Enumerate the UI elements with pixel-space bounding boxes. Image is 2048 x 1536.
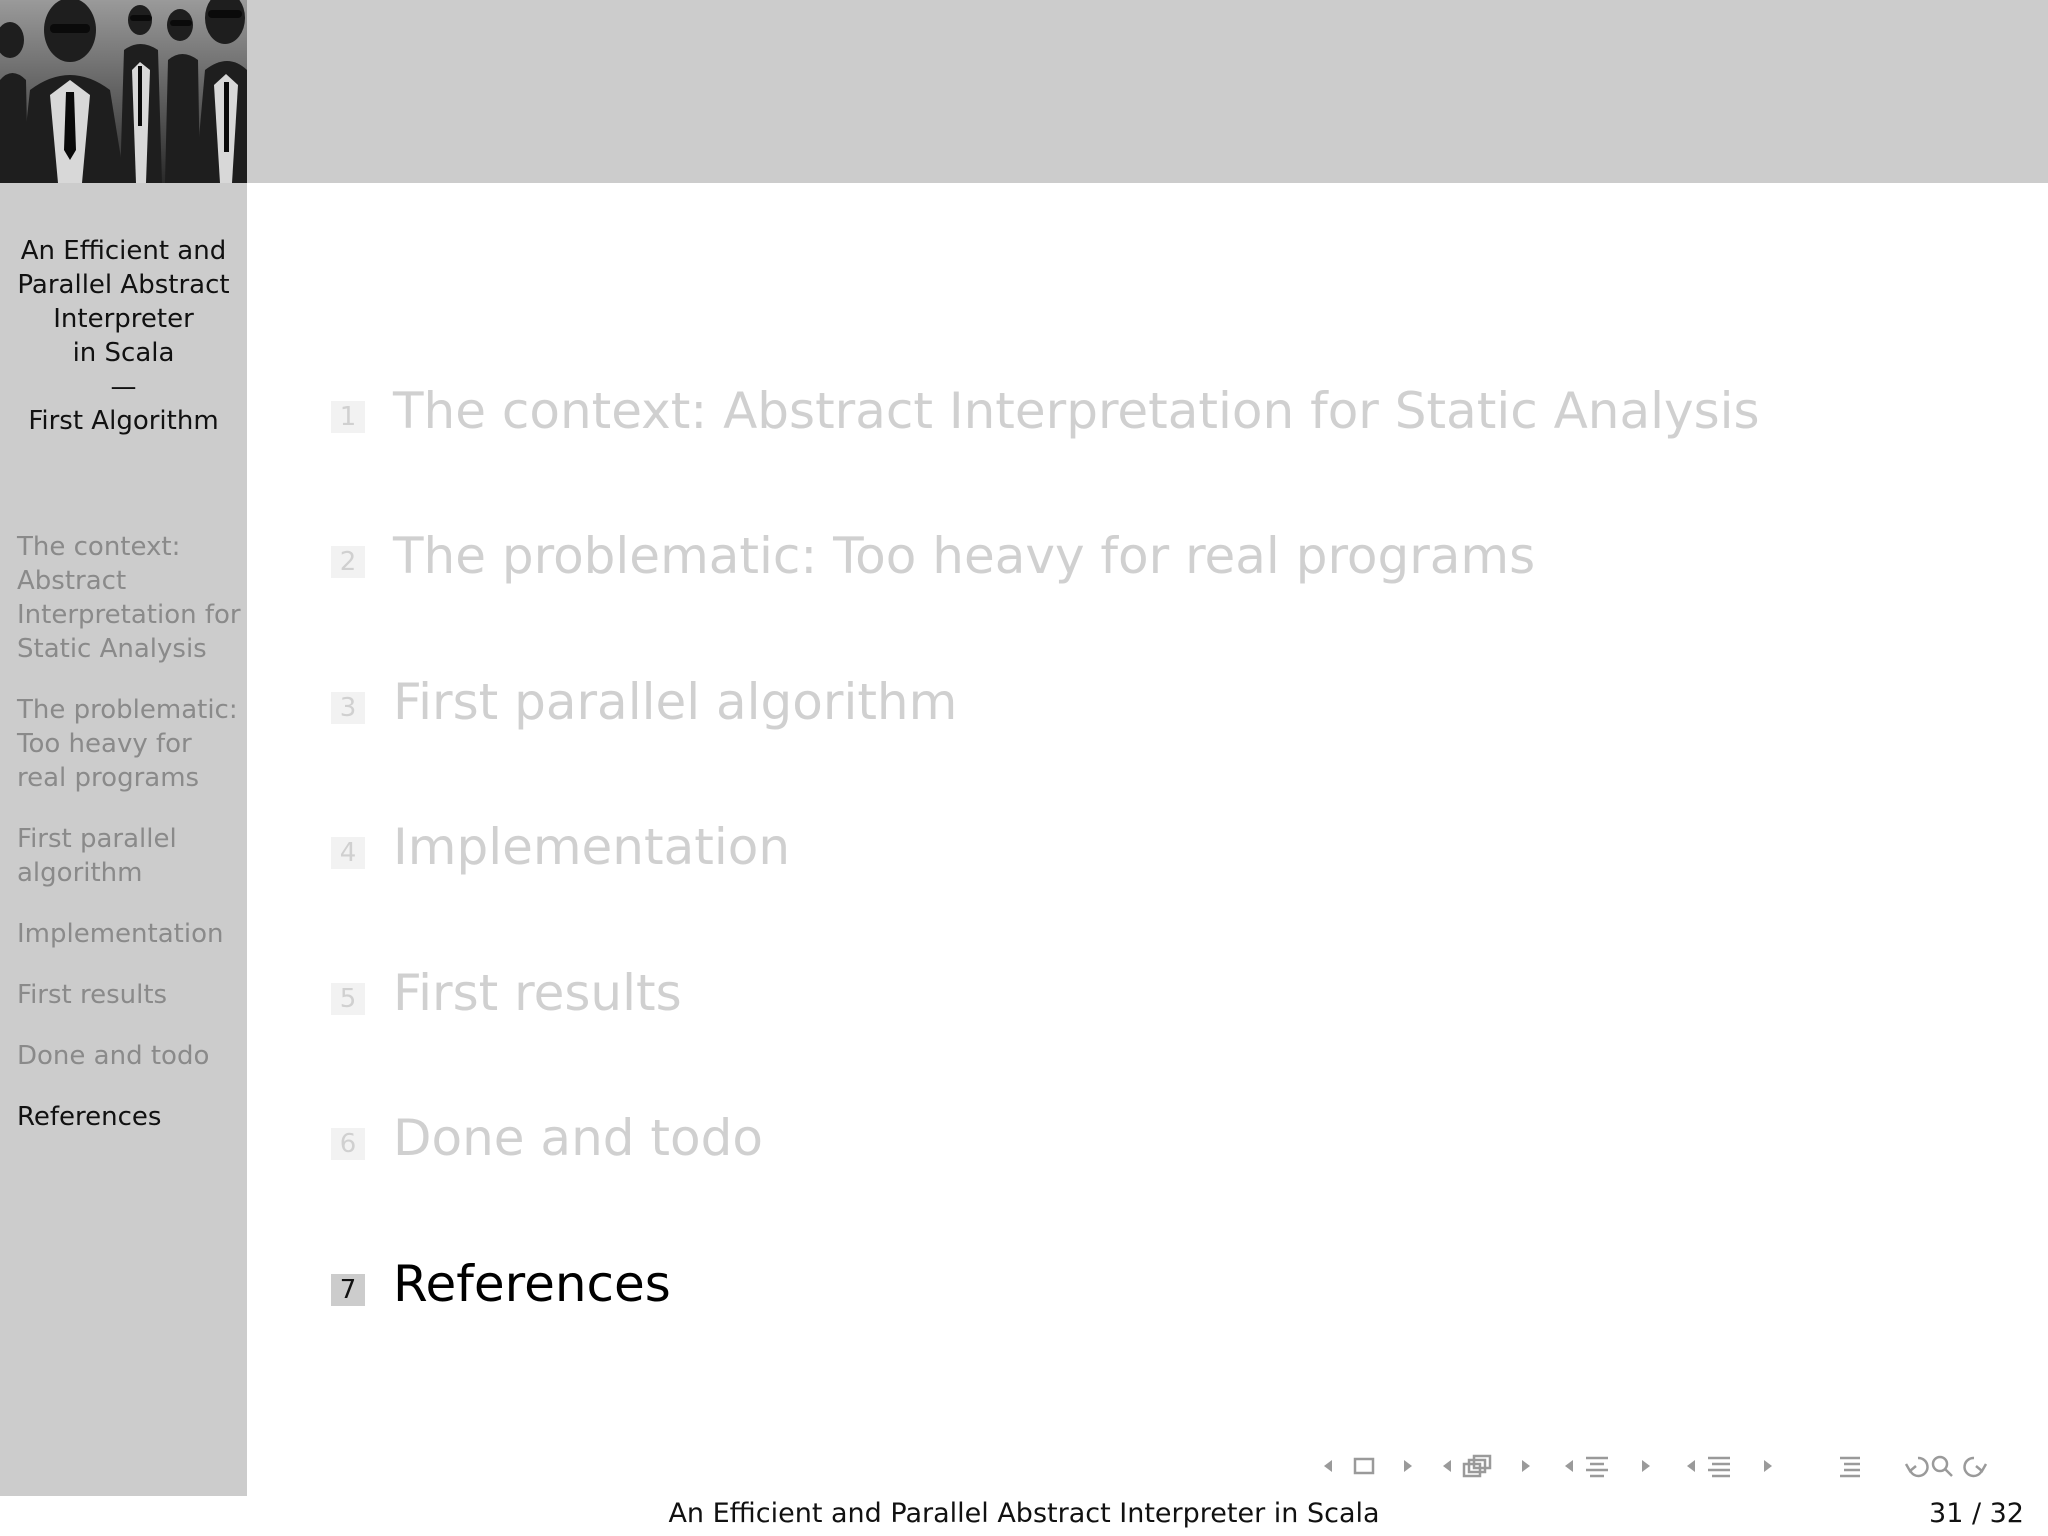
sidebar-title-line: Parallel Abstract (17, 270, 230, 300)
sidebar-item-implementation[interactable]: Implementation (17, 919, 224, 949)
toc-label: References (393, 1254, 671, 1313)
footer-title: An Efficient and Parallel Abstract Interpreter in Scala (668, 1498, 1380, 1529)
sidebar-item-references[interactable]: References (17, 1102, 162, 1132)
toc-item-implementation[interactable] (331, 775, 1981, 921)
toc-label: The problematic: Too heavy for real programs (393, 527, 1536, 586)
toc-number: 3 (331, 692, 365, 724)
section-prev-icon[interactable] (1687, 1460, 1695, 1472)
toc-number: 1 (331, 401, 365, 433)
slide-icon[interactable] (1464, 1456, 1490, 1476)
header-bar (247, 0, 2048, 183)
toc-item-first-parallel-algorithm[interactable] (331, 629, 1981, 775)
toc-item-first-results[interactable] (331, 920, 1981, 1066)
beamer-navigation-controls (1310, 1448, 2030, 1484)
toc-label: Done and todo (393, 1109, 763, 1168)
toc-number: 6 (331, 1128, 365, 1160)
toc-label: Implementation (393, 818, 791, 877)
toc-icon[interactable] (1840, 1458, 1860, 1476)
frame-prev-icon[interactable] (1324, 1460, 1332, 1472)
toc-label: First results (393, 963, 682, 1022)
sidebar-item-context[interactable]: The context: Abstract Interpretation for Static Analysis (17, 532, 241, 664)
sidebar-title-line: An Efficient and (20, 236, 227, 266)
toc-number: 7 (331, 1274, 365, 1306)
toc-label: First parallel algorithm (393, 672, 958, 731)
toc-number: 2 (331, 546, 365, 578)
redo-icon[interactable] (1965, 1458, 1986, 1476)
toc-number: 4 (331, 837, 365, 869)
slide-prev-icon[interactable] (1443, 1460, 1451, 1472)
frame-icon[interactable] (1355, 1459, 1373, 1473)
sidebar-title-line: Interpreter (53, 304, 194, 334)
sidebar-nav (17, 530, 242, 1161)
sidebar-item-done-and-todo[interactable]: Done and todo (17, 1041, 210, 1071)
sidebar-item-problematic[interactable]: The problematic: Too heavy for real programs (17, 695, 238, 793)
sidebar-title-separator: — (110, 372, 137, 402)
toc-label: The context: Abstract Interpretation for Static Analysis (393, 381, 1760, 440)
undo-icon[interactable] (1906, 1458, 1927, 1476)
frame-next-icon[interactable] (1404, 1460, 1412, 1472)
section-icon[interactable] (1708, 1458, 1730, 1476)
sidebar-title-line: in Scala (72, 338, 175, 368)
section-next-icon[interactable] (1764, 1460, 1772, 1472)
sidebar-item-first-parallel-algorithm[interactable]: First parallel algorithm (17, 824, 177, 888)
table-of-contents (331, 338, 1981, 1357)
toc-item-context[interactable] (331, 338, 1981, 484)
subsection-next-icon[interactable] (1642, 1460, 1650, 1472)
sidebar-presentation-title (0, 234, 247, 438)
toc-item-problematic[interactable] (331, 484, 1981, 630)
page-number: 31 / 32 (1929, 1498, 2024, 1529)
sidebar-subtitle: First Algorithm (28, 406, 219, 436)
toc-item-done-and-todo[interactable] (331, 1066, 1981, 1212)
photo-logo (0, 0, 247, 183)
subsection-icon[interactable] (1586, 1458, 1608, 1476)
sidebar (0, 0, 247, 1496)
search-icon[interactable] (1933, 1457, 1952, 1476)
toc-item-references[interactable] (331, 1211, 1981, 1357)
sidebar-item-first-results[interactable]: First results (17, 980, 168, 1010)
toc-number: 5 (331, 983, 365, 1015)
subsection-prev-icon[interactable] (1565, 1460, 1573, 1472)
slide-next-icon[interactable] (1522, 1460, 1530, 1472)
